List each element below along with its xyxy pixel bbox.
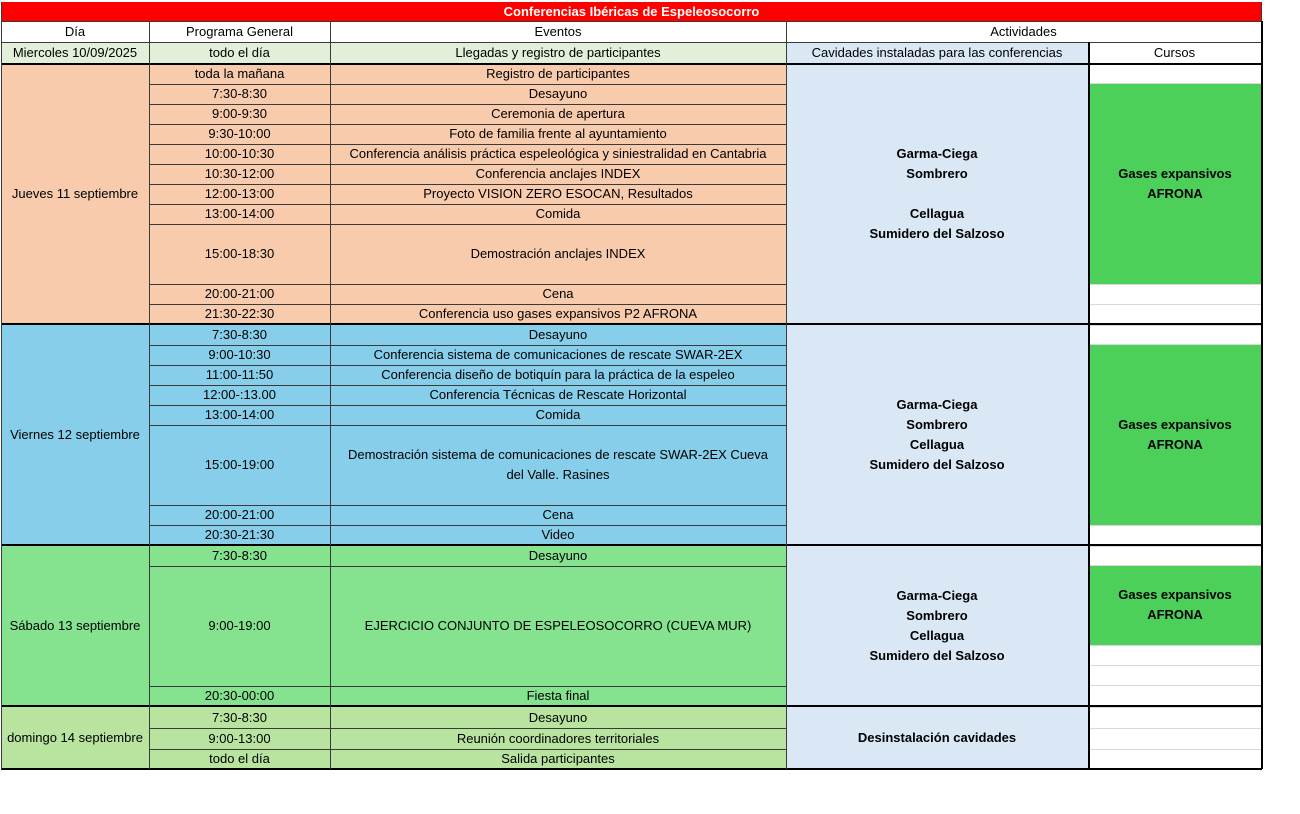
time-cell[interactable]: 11:00-11:50: [149, 365, 330, 385]
grid-line: [149, 686, 786, 687]
grid-line: [1088, 645, 1261, 646]
time-cell[interactable]: 20:30-21:30: [149, 525, 330, 545]
grid-line: [149, 405, 786, 406]
grid-line: [149, 525, 786, 526]
day-label-jueves[interactable]: Jueves 11 septiembre: [1, 64, 149, 324]
event-cell[interactable]: Conferencia anclajes INDEX: [330, 164, 786, 184]
event-cell[interactable]: Proyecto VISION ZERO ESOCAN, Resultados: [330, 184, 786, 204]
grid-line: [1088, 525, 1261, 526]
time-cell[interactable]: todo el día: [149, 749, 330, 769]
cavidad-name: Sumidero del Salzoso: [869, 226, 1005, 241]
event-cell[interactable]: Desayuno: [330, 84, 786, 104]
cavidad-name: Sumidero del Salzoso: [869, 457, 1005, 472]
cavidad-name: Cellagua: [909, 437, 965, 452]
grid-line: [1088, 546, 1261, 547]
grid-line: [786, 21, 787, 769]
cavidades-domingo[interactable]: [786, 707, 1088, 769]
time-cell[interactable]: 9:00-10:30: [149, 345, 330, 365]
grid-line: [149, 84, 786, 85]
grid-line: [1, 768, 1262, 770]
grid-line: [149, 385, 786, 386]
time-cell[interactable]: 20:00-21:00: [149, 284, 330, 304]
event-cell[interactable]: Comida: [330, 204, 786, 224]
grid-line: [1261, 21, 1263, 769]
time-cell[interactable]: 7:30-8:30: [149, 707, 330, 728]
event-cell[interactable]: Desayuno: [330, 325, 786, 345]
time-cell[interactable]: 7:30-8:30: [149, 546, 330, 566]
event-cell[interactable]: Ceremonia de apertura: [330, 104, 786, 124]
cavidad-name: Garma-Ciega: [896, 146, 978, 161]
cavidad-name: Sombrero: [906, 166, 968, 181]
event-cell[interactable]: Reunión coordinadores territoriales: [330, 728, 786, 749]
event-cell[interactable]: Video: [330, 525, 786, 545]
time-cell[interactable]: 7:30-8:30: [149, 325, 330, 345]
header-dia[interactable]: Día: [64, 24, 86, 39]
curso-text: AFRONA: [1147, 436, 1203, 452]
cavidades-viernes[interactable]: [786, 325, 1088, 545]
event-cell[interactable]: Conferencia diseño de botiquín para la práctica de la espeleo: [330, 365, 786, 385]
event-cell[interactable]: Fiesta final: [330, 686, 786, 706]
curso-text: AFRONA: [1147, 185, 1203, 201]
time-cell[interactable]: 9:30-10:00: [149, 124, 330, 144]
event-cell[interactable]: Conferencia Técnicas de Rescate Horizontal: [330, 385, 786, 405]
time-cell[interactable]: todo el día: [149, 42, 330, 63]
cavidad-name: Garma-Ciega: [896, 588, 978, 603]
grid-line: [1088, 565, 1261, 566]
grid-line: [149, 144, 786, 145]
cavidad-name: Desinstalación cavidades: [857, 730, 1017, 745]
cavidad-name: Garma-Ciega: [896, 397, 978, 412]
cavidad-name: Sumidero del Salzoso: [869, 648, 1005, 663]
header-eventos[interactable]: Eventos: [534, 24, 582, 39]
time-cell[interactable]: 12:00-:13.00: [149, 385, 330, 405]
curso-text: AFRONA: [1147, 607, 1203, 622]
grid-line: [1088, 42, 1090, 769]
grid-line: [149, 284, 786, 285]
grid-line: [1088, 728, 1261, 729]
grid-line: [1088, 284, 1261, 285]
grid-line: [149, 425, 786, 426]
grid-line: [149, 224, 786, 225]
grid-line: [1088, 685, 1261, 686]
grid-line: [330, 21, 331, 769]
grid-line: [149, 304, 786, 305]
grid-line: [1, 323, 1262, 325]
cavidades-jueves[interactable]: [786, 64, 1088, 324]
grid-line: [1, 21, 2, 769]
grid-line: [1, 2, 2, 21]
grid-line: [149, 365, 786, 366]
grid-line: [149, 184, 786, 185]
grid-line: [1, 21, 1262, 22]
day-label-sabado[interactable]: Sábado 13 septiembre: [1, 546, 149, 706]
day-label-domingo[interactable]: domingo 14 septiembre: [1, 707, 149, 769]
curso-viernes[interactable]: [1089, 344, 1261, 525]
header-actividades[interactable]: Actividades: [990, 24, 1057, 39]
time-cell[interactable]: 20:30-00:00: [149, 686, 330, 706]
grid-line: [1088, 325, 1261, 326]
time-cell[interactable]: 10:00-10:30: [149, 144, 330, 164]
event-cell[interactable]: Llegadas y registro de participantes: [330, 42, 786, 63]
time-cell[interactable]: 9:00-19:00: [149, 566, 330, 686]
grid-line: [149, 124, 786, 125]
event-cell[interactable]: Registro de participantes: [330, 64, 786, 84]
grid-line: [1088, 707, 1261, 708]
event-cell[interactable]: Foto de familia frente al ayuntamiento: [330, 124, 786, 144]
grid-line: [149, 204, 786, 205]
time-cell[interactable]: 9:00-13:00: [149, 728, 330, 749]
grid-line: [1, 42, 1262, 43]
grid-line: [1088, 304, 1261, 305]
grid-line: [1088, 344, 1261, 345]
grid-line: [149, 164, 786, 165]
curso-text: Gases expansivos: [1118, 165, 1232, 181]
time-cell[interactable]: 10:30-12:00: [149, 164, 330, 184]
day-label-viernes[interactable]: Viernes 12 septiembre: [1, 325, 149, 545]
grid-line: [1261, 2, 1262, 21]
header-cavidades[interactable]: Cavidades instaladas para las conferencias: [786, 42, 1088, 63]
cavidad-name: Sombrero: [906, 608, 968, 623]
event-cell[interactable]: Demostración anclajes INDEX: [330, 224, 786, 284]
curso-text: Gases expansivos: [1118, 416, 1232, 432]
grid-line: [149, 505, 786, 506]
time-cell[interactable]: 13:00-14:00: [149, 204, 330, 224]
curso-text: Gases expansivos: [1118, 587, 1232, 602]
event-cell[interactable]: Desayuno: [330, 546, 786, 566]
event-cell[interactable]: Conferencia uso gases expansivos P2 AFRONA: [330, 304, 786, 324]
time-cell[interactable]: 21:30-22:30: [149, 304, 330, 324]
time-cell[interactable]: 13:00-14:00: [149, 405, 330, 425]
grid-line: [149, 728, 786, 729]
grid-line: [149, 566, 786, 567]
cavidades-sabado[interactable]: [786, 546, 1088, 706]
grid-line: [149, 749, 786, 750]
event-cell[interactable]: EJERCICIO CONJUNTO DE ESPELEOSOCORRO (CUEVA MUR): [330, 566, 786, 686]
cavidad-name: Cellagua: [909, 206, 965, 221]
time-cell[interactable]: toda la mañana: [149, 64, 330, 84]
event-cell[interactable]: Salida participantes: [330, 749, 786, 769]
event-cell[interactable]: Cena: [330, 505, 786, 525]
curso-sabado[interactable]: [1089, 565, 1261, 645]
event-cell[interactable]: Demostración sistema de comunicaciones de rescate SWAR-2EX Cueva del Valle. Rasines: [330, 425, 786, 505]
event-cell[interactable]: Desayuno: [330, 707, 786, 728]
time-cell[interactable]: 9:00-9:30: [149, 104, 330, 124]
cavidad-name: Cellagua: [909, 628, 965, 643]
curso-jueves[interactable]: [1089, 83, 1261, 284]
grid-line: [1088, 665, 1261, 666]
grid-line: [1088, 83, 1261, 84]
grid-line: [1088, 749, 1261, 750]
grid-line: [1, 544, 1262, 546]
time-cell[interactable]: 12:00-13:00: [149, 184, 330, 204]
header-programa[interactable]: Programa General: [186, 24, 293, 39]
header-cursos[interactable]: Cursos: [1153, 44, 1196, 60]
event-cell[interactable]: Comida: [330, 405, 786, 425]
grid-line: [149, 345, 786, 346]
grid-line: [149, 21, 150, 769]
sheet-title[interactable]: Conferencias Ibéricas de Espeleosocorro: [1, 2, 1262, 21]
cavidad-name: Sombrero: [906, 417, 968, 432]
event-cell[interactable]: Cena: [330, 284, 786, 304]
grid-line: [149, 104, 786, 105]
time-cell[interactable]: 15:00-19:00: [149, 425, 330, 505]
day-label-miercoles[interactable]: Miercoles 10/09/2025: [1, 42, 149, 63]
time-cell[interactable]: 7:30-8:30: [149, 84, 330, 104]
event-cell[interactable]: Conferencia análisis práctica espeleológica y siniestralidad en Cantabria: [330, 144, 786, 164]
time-cell[interactable]: 20:00-21:00: [149, 505, 330, 525]
grid-line: [1, 705, 1262, 707]
time-cell[interactable]: 15:00-18:30: [149, 224, 330, 284]
event-cell[interactable]: Conferencia sistema de comunicaciones de rescate SWAR-2EX: [330, 345, 786, 365]
grid-line: [1, 63, 1262, 65]
